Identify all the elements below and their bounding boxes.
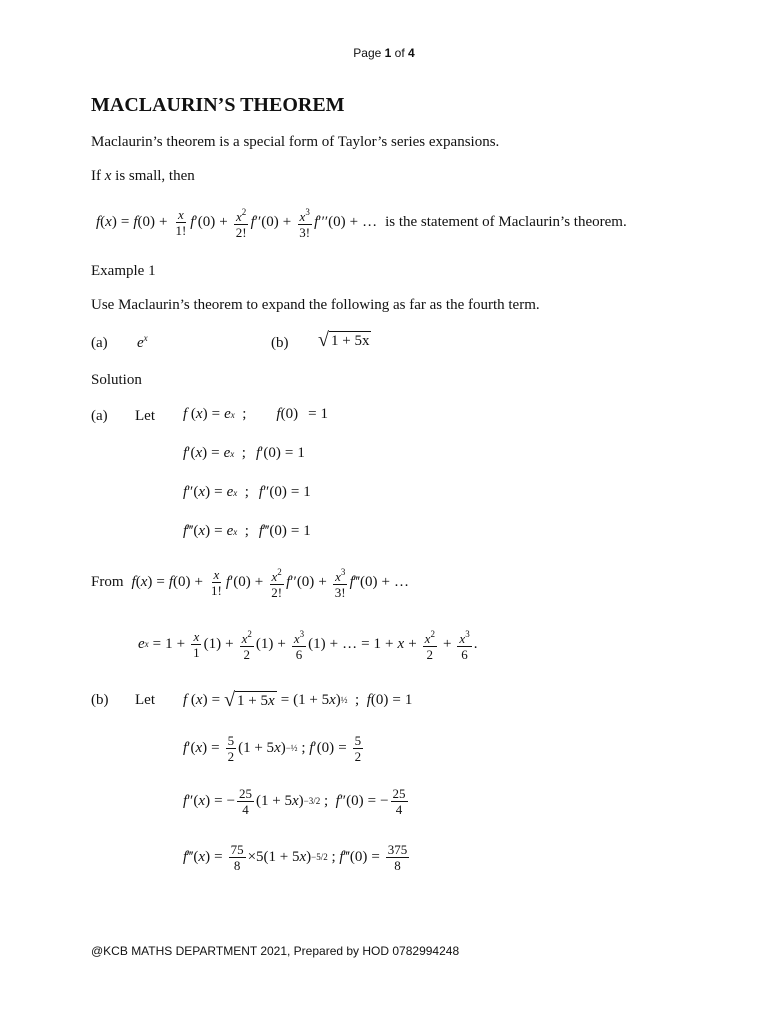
a-line-1: f ( x ) = e x ; f (0) = 1 — [183, 406, 329, 422]
from-label: From — [91, 573, 124, 590]
solution-heading: Solution — [91, 372, 142, 388]
part-a-label: (a) — [91, 335, 108, 351]
b-line-4: f ‴( x ) = $\frac{75}{8}$ ×5(1 + 5 x ) −5/2 ; f ‴(0) = $\frac{375}{8}$ — [183, 841, 408, 873]
part-a-expr: $e^x$ — [137, 333, 148, 351]
solution-a-label: (a) — [91, 408, 108, 424]
page-label: Page — [353, 46, 385, 60]
solution-a-let: Let — [135, 408, 155, 424]
part-b-expr: √ 1 + 5x — [318, 329, 370, 351]
b-line-2: f ′( x ) = $\frac{5}{2}$ (1 + 5 x ) −½ ; f ′(0) = $\frac{5}{2}$ — [183, 732, 362, 764]
b-line-3: f ″( x ) = − $\frac{25}{4}$ (1 + 5 x ) −3/2 ; f ″(0) = − $\frac{25}{4}$ — [183, 785, 406, 817]
solution-b-let: Let — [135, 692, 155, 708]
from-formula: From f ( x ) = f (0) + $\frac{x}{1!}$ f ′(0) + $\frac{x^2}{2!}$ f ′′(0) + $\frac{x^3}{3!}$ f ‴(0) + … — [91, 566, 410, 600]
a-line-2: f ′( x ) = e x ; f ′(0) = 1 — [183, 445, 305, 461]
page-header — [0, 46, 768, 60]
maclaurin-formula: f ( x ) = f (0) + $\frac{x}{1!}$ f ′(0) + $\frac{x^2}{2!}$ f ′′(0) + $\frac{x^3}{3!}$ f ′′′(0) + … is the statement of Maclaurin’s theorem. — [96, 206, 627, 240]
of-label: of — [391, 46, 409, 60]
b-line-1: f ( x ) = √ 1 + 5x = (1 + 5 x ) ½ ; f (0) = 1 — [183, 689, 413, 711]
part-b-label: (b) — [271, 335, 289, 351]
example-heading: Example 1 — [91, 263, 156, 279]
page-number: 1 — [384, 46, 392, 60]
page-footer: @KCB MATHS DEPARTMENT 2021, Prepared by HOD 0782994248 — [91, 944, 460, 958]
solution-b-label: (b) — [91, 692, 109, 708]
a-line-4: f ‴( x ) = e x ; f ‴(0) = 1 — [183, 523, 311, 539]
if-small-text: If x is small, then — [91, 168, 195, 184]
a-line-3: f ″( x ) = e x ; f ″(0) = 1 — [183, 484, 311, 500]
ex-expansion: e x = 1 + $\frac{x}{1}$ (1) + $\frac{x^2}{2}$ (1) + $\frac{x^3}{6}$ (1) + … = 1 + x + $\frac{x^2}{2}$ + $\frac{x^3}{6}$ . — [138, 628, 478, 662]
statement-suffix: is the statement of Maclaurin’s theorem. — [385, 213, 627, 230]
intro-text: Maclaurin’s theorem is a special form of Taylor’s series expansions. — [91, 134, 500, 150]
task-text: Use Maclaurin’s theorem to expand the following as far as the fourth term. — [91, 297, 540, 313]
page-title: MACLAURIN’S THEOREM — [91, 94, 345, 116]
page-total: 4 — [408, 46, 415, 60]
